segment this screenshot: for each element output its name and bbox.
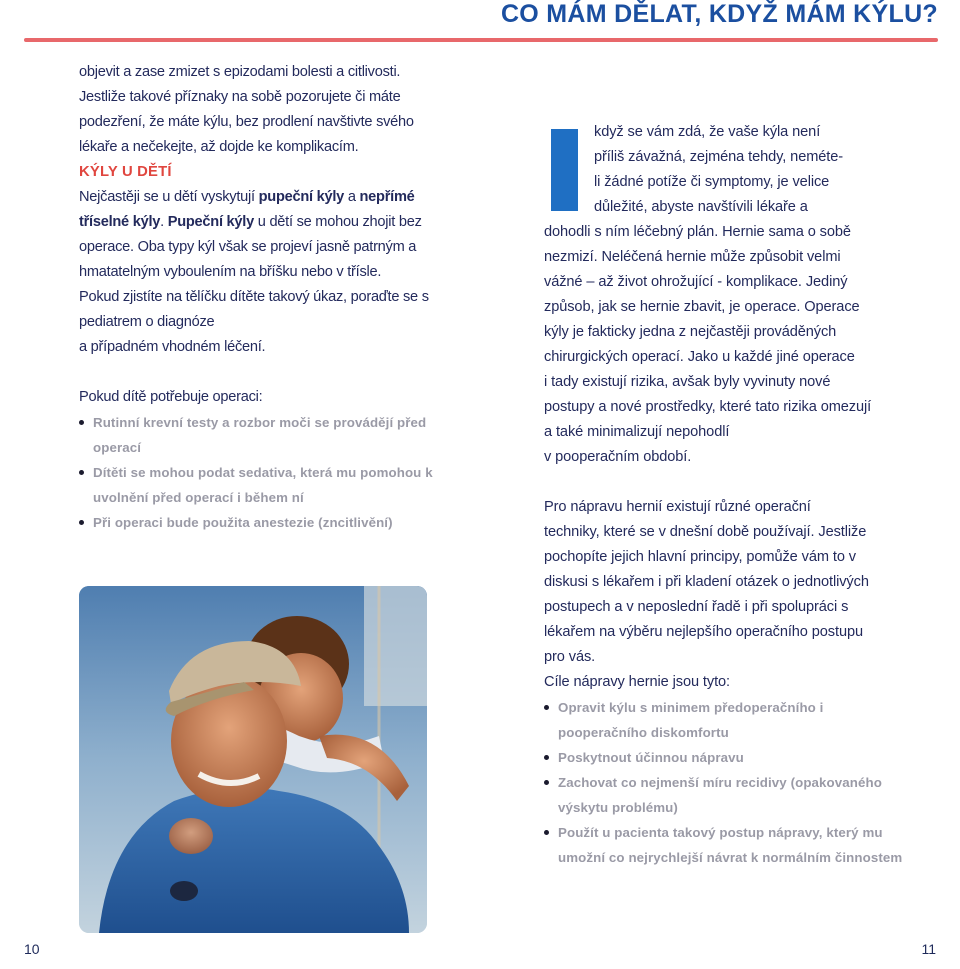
page-title: CO MÁM DĚLAT, KDYŽ MÁM KÝLU?: [500, 0, 938, 28]
right-intro-line: li žádné potíže či symptomy, je velice: [594, 174, 830, 190]
right-intro-line: způsob, jak se hernie zbavit, je operace. Operace: [544, 299, 860, 315]
text-run-bold: Pupeční kýly: [167, 214, 254, 230]
photo-illustration: [79, 586, 427, 933]
list-item: Poskytnout účinnou nápravu: [544, 745, 904, 770]
right-intro-line: i tady existují rizika, avšak byly vyvinuty nové: [544, 374, 831, 390]
repair-goals-list: [544, 695, 904, 870]
page-number-left: 10: [24, 941, 40, 957]
goals-intro: Cíle nápravy hernie jsou tyto:: [544, 674, 731, 690]
list-item: Rutinní krevní testy a rozbor moči se provádějí před operací: [79, 410, 434, 460]
text-run: .: [160, 214, 168, 230]
right-intro-line: chirurgických operací. Jako u každé jiné operace: [544, 349, 855, 365]
techniques-line: techniky, které se v dnešní době používají. Jestliže: [544, 524, 867, 540]
left-column: [79, 60, 434, 535]
text-run-bold: nepřímé tříselné kýly: [79, 189, 415, 230]
left-intro-line: Jestliže takové příznaky na sobě pozorujete či máte: [79, 89, 401, 105]
techniques-line: pro vás.: [544, 649, 596, 665]
operation-intro: Pokud dítě potřebuje operaci:: [79, 389, 263, 405]
left-intro-line: lékaře a nečekejte, až dojde ke komplikacím.: [79, 139, 359, 155]
text-run: u dětí se mohou zhojit bez operace. Oba typy kýl však se projeví jasně patrným a hmatatelným vyboulením na bříšku nebo v třísle.: [79, 214, 422, 280]
children-hernia-paragraph: [79, 185, 434, 285]
header-divider: [24, 38, 938, 42]
text-run-bold: pupeční kýly: [258, 189, 345, 205]
left-intro-line: objevit a zase zmizet s epizodami bolesti a citlivosti.: [79, 64, 401, 80]
text-run: Nejčastěji se u dětí vyskytují: [79, 189, 259, 205]
pediatrician-line: Pokud zjistíte na tělíčku dítěte takový úkaz, poraďte se s: [79, 289, 429, 305]
right-intro-line: v pooperačním období.: [544, 449, 692, 465]
right-intro-line: kýly je fakticky jedna z nejčastěji prováděných: [544, 324, 837, 340]
page-number-right: 11: [921, 941, 936, 957]
right-intro-line: dohodli s ním léčebný plán. Hernie sama o sobě: [544, 224, 851, 240]
techniques-line: pochopíte jejich hlavní principy, pomůže vám to v: [544, 549, 857, 565]
right-intro-line: nezmizí. Neléčená hernie může způsobit velmi: [544, 249, 841, 265]
right-column: [544, 120, 904, 870]
techniques-line: lékařem na výběru nejlepšího operačního postupu: [544, 624, 864, 640]
pediatrician-line: pediatrem o diagnóze: [79, 314, 215, 330]
right-intro-line: postupy a nové prostředky, které tato rizika omezují: [544, 399, 872, 415]
father-and-son-photo: [79, 586, 427, 933]
right-intro-line: vážné – až život ohrožující - komplikace. Jediný: [544, 274, 848, 290]
list-item: Opravit kýlu s minimem předoperačního i pooperačního diskomfortu: [544, 695, 904, 745]
right-intro-line: příliš závažná, zejména tehdy, neméte-: [594, 149, 844, 165]
techniques-line: Pro nápravu hernií existují různé operační: [544, 499, 811, 515]
left-intro-line: podezření, že máte kýlu, bez prodlení navštivte svého: [79, 114, 414, 130]
list-item: Dítěti se mohou podat sedativa, která mu pomohou k uvolnění před operací i během ní: [79, 460, 434, 510]
list-item: Použít u pacienta takový postup nápravy, který mu umožní co nejrychlejší návrat k normálním činnostem: [544, 820, 904, 870]
list-item: Zachovat co nejmenší míru recidivy (opakovaného výskytu problému): [544, 770, 904, 820]
list-item: Při operaci bude použita anestezie (zncitlivění): [79, 510, 434, 535]
text-run: a: [344, 189, 360, 205]
techniques-line: postupech a v neposlední řadě i při spolupráci s: [544, 599, 849, 615]
right-intro-line: důležité, abyste navštívili lékaře a: [594, 199, 808, 215]
child-operation-list: [79, 410, 434, 535]
right-intro-line: když se vám zdá, že vaše kýla není: [594, 124, 821, 140]
techniques-line: diskusi s lékařem i při kladení otázek o jednotlivých: [544, 574, 869, 590]
section-heading-children: KÝLY U DĚTÍ: [79, 164, 172, 180]
pediatrician-line: a případném vhodném léčení.: [79, 339, 266, 355]
right-intro-line: a také minimalizují nepohodlí: [544, 424, 730, 440]
